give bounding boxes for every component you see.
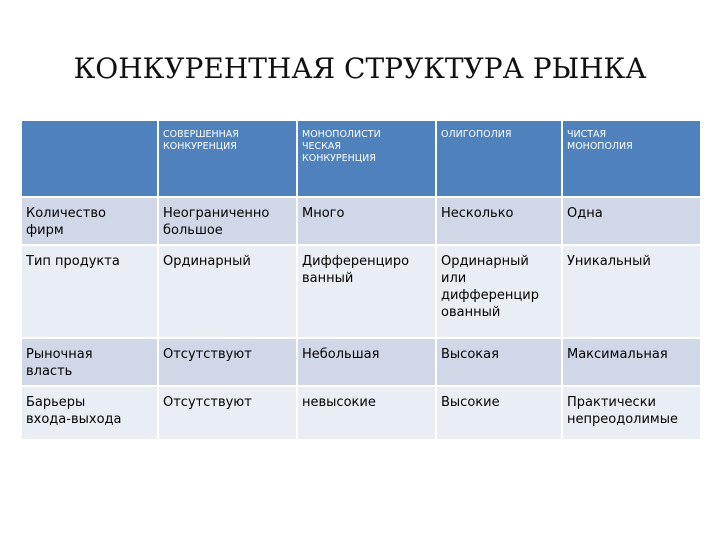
table-cell: Ординарный или дифференцир ованный (436, 245, 562, 338)
table-row (21, 245, 701, 338)
table-cell: Отсутствуют (158, 386, 297, 440)
row-label-cell (21, 386, 158, 440)
table-cell: Отсутствуют (158, 338, 297, 386)
row-label-cell (21, 197, 158, 245)
header-corner-cell (21, 120, 158, 197)
table-cell: Максимальная (562, 338, 701, 386)
table-header-row (21, 120, 701, 197)
table-cell: Неограниченно большое (158, 197, 297, 245)
row-label: Рыночная власть (26, 347, 93, 379)
header-perfect-competition (158, 120, 297, 197)
table-cell: Несколько (436, 197, 562, 245)
header-label: ЧИСТАЯ МОНОПОЛИЯ (567, 129, 633, 152)
row-label: Количество фирм (26, 206, 106, 238)
table-row (21, 386, 701, 440)
row-label-cell (21, 245, 158, 338)
header-pure-monopoly (562, 120, 701, 197)
market-structure-table (20, 119, 702, 441)
table-cell: невысокие (297, 386, 436, 440)
row-label-cell (21, 338, 158, 386)
header-monopolistic-competition (297, 120, 436, 197)
table-cell: Высокие (436, 386, 562, 440)
header-label: МОНОПОЛИСТИ ЧЕСКАЯ КОНКУРЕНЦИЯ (302, 129, 381, 164)
table-row (21, 338, 701, 386)
table-cell: Ординарный (158, 245, 297, 338)
row-label: Барьеры входа-выхода (26, 395, 122, 427)
header-label: СОВЕРШЕННАЯ КОНКУРЕНЦИЯ (163, 129, 239, 152)
table-cell: Много (297, 197, 436, 245)
table-cell: Уникальный (562, 245, 701, 338)
table-cell: Практически непреодолимые (562, 386, 701, 440)
header-oligopoly (436, 120, 562, 197)
row-label: Тип продукта (26, 254, 120, 269)
header-label: ОЛИГОПОЛИЯ (441, 129, 512, 140)
table-row (21, 197, 701, 245)
table-cell: Высокая (436, 338, 562, 386)
table-cell: Одна (562, 197, 701, 245)
table-cell: Дифференциро ванный (297, 245, 436, 338)
table-cell: Небольшая (297, 338, 436, 386)
slide-title: КОНКУРЕНТНАЯ СТРУКТУРА РЫНКА (73, 52, 647, 85)
